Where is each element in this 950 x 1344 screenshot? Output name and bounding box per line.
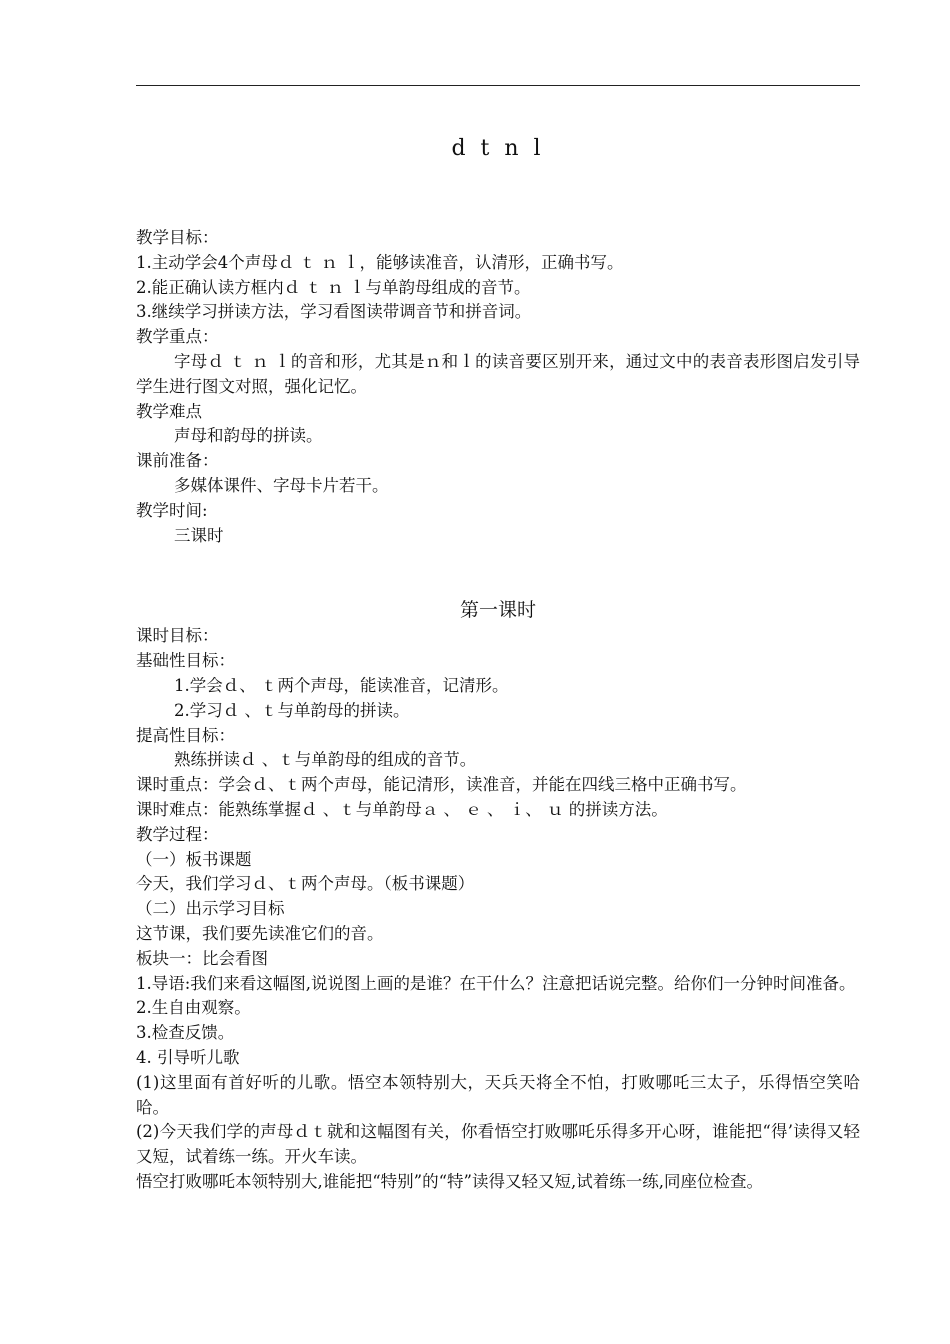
time-heading: 教学时间:: [136, 500, 208, 520]
preparation-heading: 课前准备：: [136, 451, 219, 471]
goal-item: 2.能正确认读方框内ｄ ｔ ｎ ｌ与单韵母组成的音节。: [136, 277, 531, 297]
step-heading: （一）板书课题: [136, 849, 252, 869]
process-paragraph: 4. 引导听儿歌: [136, 1047, 240, 1067]
process-paragraph: (2)今天我们学的声母ｄｔ就和这幅图有关，你看悟空打败哪吒乐得多开心呀，谁能把“得’读得又轻又短，试着练一练。开火车读。: [136, 1122, 860, 1167]
process-heading: 教学过程：: [136, 824, 219, 844]
document-title: d t n l: [451, 136, 545, 161]
step-heading: （二）出示学习目标: [136, 899, 285, 919]
block-heading: 板块一：比会看图: [136, 948, 268, 968]
goals-heading: 教学目标：: [136, 228, 219, 247]
goal-item: 1.主动学会4个声母ｄ ｔ ｎ ｌ，能够读准音，认清形，正确书写。: [136, 252, 624, 272]
process-paragraph: (1)这里面有首好听的儿歌。悟空本领特别大，天兵天将全不怕，打败哪吒三太子，乐得悟空笑哈哈。: [136, 1072, 860, 1117]
process-paragraph: 悟空打败哪吒本领特别大,谁能把“特别”的“特”读得又轻又短,试着练一练,同座位检查。: [136, 1171, 763, 1191]
basic-objective-item: 1.学会ｄ、 ｔ两个声母，能读准音，记清形。: [174, 675, 509, 695]
process-paragraph: 3.检查反馈。: [136, 1023, 235, 1043]
header-rule: [136, 85, 860, 86]
objectives-heading: 课时目标：: [136, 626, 219, 646]
step-text: 今天，我们学习ｄ、ｔ两个声母。（板书课题）: [136, 874, 475, 894]
goal-item: 3.继续学习拼读方法，学习看图读带调音节和拼音词。: [136, 302, 532, 322]
lesson-key-point: 课时重点：学会ｄ、ｔ两个声母，能记清形，读准音，并能在四线三格中正确书写。: [136, 775, 747, 795]
process-paragraph: 2.生自由观察。: [136, 998, 251, 1018]
advanced-objective-text: 熟练拼读ｄ 、ｔ与单韵母的组成的音节。: [174, 750, 477, 770]
lesson-title: 第一课时: [459, 599, 536, 622]
basic-objective-item: 2.学习ｄ 、ｔ与单韵母的拼读。: [174, 700, 410, 720]
step-text: 这节课，我们要先读准它们的音。: [136, 923, 384, 943]
advanced-objectives-heading: 提高性目标：: [136, 725, 235, 745]
document-body: [136, 226, 860, 1195]
key-paragraph: 字母ｄ ｔ ｎ ｌ的音和形，尤其是ｎ和ｌ的读音要区别开来，通过文中的表音表形图启发引导学生进行图文对照，强化记忆。: [136, 351, 860, 396]
basic-objectives-heading: 基础性目标：: [136, 651, 235, 671]
preparation-text: 多媒体课件、字母卡片若干。: [174, 475, 389, 495]
key-heading: 教学重点：: [136, 327, 219, 347]
lesson-difficulty-point: 课时难点：能熟练掌握ｄ 、ｔ与单韵母ａ 、 ｅ 、 ｉ、 ｕ 的拼读方法。: [136, 799, 668, 819]
process-paragraph: 1.导语:我们来看这幅图,说说图上画的是谁？在干什么？注意把话说完整。给你们一分钟时间准备。: [136, 973, 856, 993]
time-text: 三课时: [174, 525, 224, 545]
difficulty-heading: 教学难点: [136, 401, 202, 421]
difficulty-text: 声母和韵母的拼读。: [174, 426, 323, 446]
